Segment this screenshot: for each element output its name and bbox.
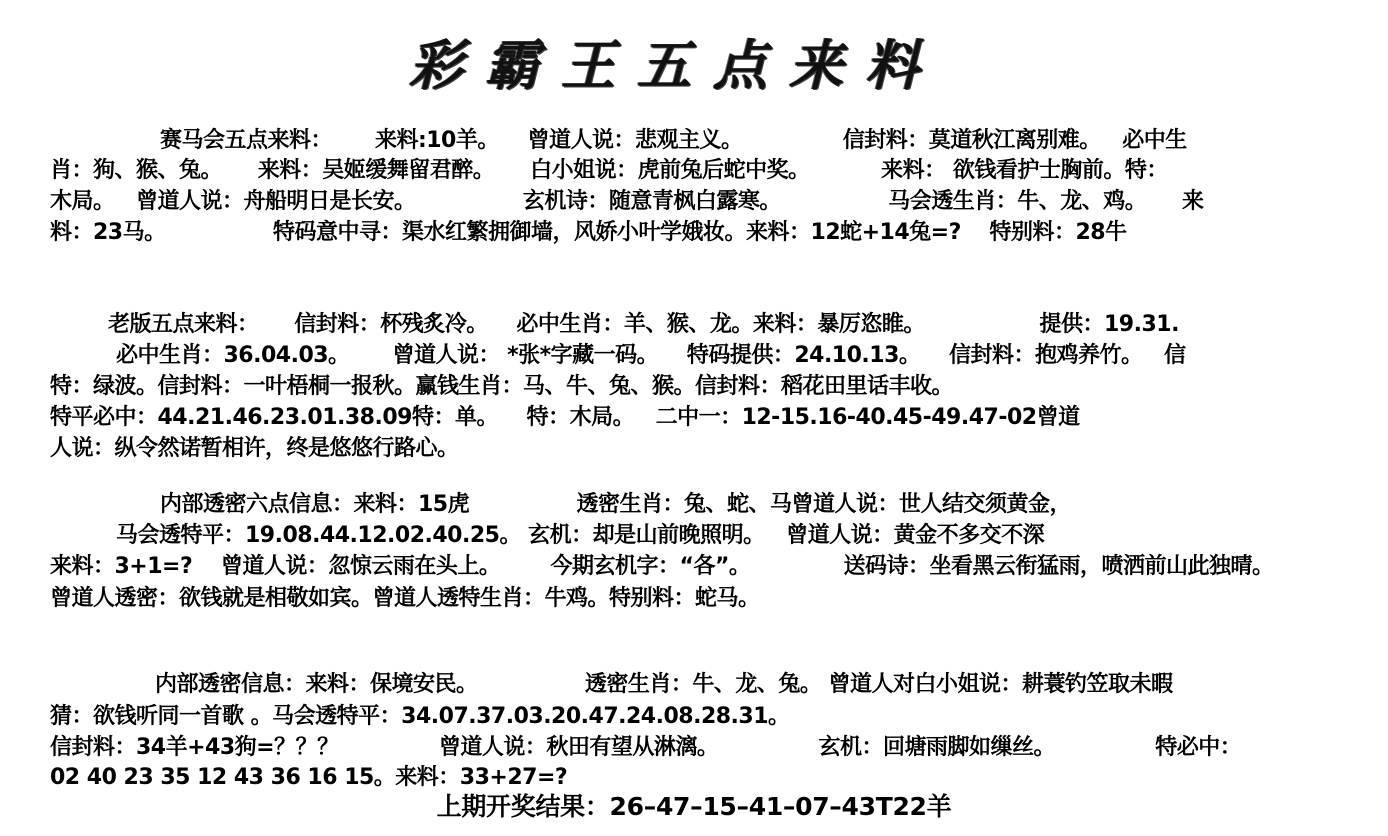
text-line-4: 料：23马。 特码意中寻：渠水红繁拥御墙，风娇小叶学娥妆。来料：12蛇+14兔=? 特别料：28牛	[50, 220, 1127, 245]
text-line-8: 特平必中：44.21.46.23.01.38.09特：单。 特：木局。 二中一：12-15.16-40.45-49.47-02曾道	[50, 405, 1080, 430]
text-line-17: 02 40 23 35 12 43 36 16 15。来料：33+27=?	[50, 765, 568, 790]
text-line-13: 曾道人透密：欲钱就是相敬如宾。曾道人透特生肖：牛鸡。特别料：蛇马。	[50, 586, 760, 611]
text-line-9: 人说：纵令然诺暂相许，终是悠悠行路心。	[50, 436, 459, 461]
text-line-6: 必中生肖：36.04.03。 曾道人说： *张*字藏一码。 特码提供：24.10.13。 信封料：抱鸡养竹。 信	[116, 343, 1186, 368]
text-line-14: 内部透密信息：来料：保境安民。 透密生肖：牛、龙、兔。 曾道人对白小姐说：耕蓑钓笠取未暇	[155, 672, 1173, 697]
text-line-10: 内部透密六点信息：来料：15虎 透密生肖：兔、蛇、马曾道人说：世人结交须黄金，	[160, 492, 1072, 517]
text-line-12: 来料：3+1=? 曾道人说：忽惊云雨在头上。 今期玄机字：“各”。 送码诗：坐看黑云衔猛雨，喷洒前山此独晴。	[50, 554, 1274, 579]
text-line-11: 马会透特平：19.08.44.12.02.40.25。 玄机：却是山前晚照明。 曾道人说：黄金不多交不深	[116, 523, 1045, 548]
text-line-15: 猜：欲钱听同一首歌 。马会透特平：34.07.37.03.20.47.24.08.28.31。	[50, 704, 790, 729]
last-draw-result: 上期开奖结果：26–47–15–41–07–43T22羊	[436, 792, 952, 821]
text-line-16: 信封料：34羊+43狗=？？？ 曾道人说：秋田有望从淋漓。 玄机：回塘雨脚如缫丝。 特必中：	[50, 735, 1242, 760]
text-line-2: 肖：狗、猴、兔。 来料：吴姬缓舞留君醉。 白小姐说：虎前兔后蛇中奖。 来料： 欲钱看护士胸前。特：	[50, 158, 1168, 183]
text-line-7: 特：绿波。信封料：一叶梧桐一报秋。赢钱生肖：马、牛、兔、猴。信封料：稻花田里话丰收。	[50, 374, 954, 399]
text-line-1: 赛马会五点来料： 来料:10羊。 曾道人说：悲观主义。 信封料：莫道秋江离别难。 必中生	[160, 128, 1187, 153]
text-line-3: 木局。 曾道人说：舟船明日是长安。 玄机诗：随意青枫白露寒。 马会透生肖：牛、龙、鸡。 来	[50, 189, 1204, 214]
text-line-5: 老版五点来料： 信封料：杯残炙冷。 必中生肖：羊、猴、龙。来料：暴厉恣睢。 提供：19.31.	[108, 312, 1179, 337]
page-title: 彩霸王五点来料	[409, 33, 941, 97]
